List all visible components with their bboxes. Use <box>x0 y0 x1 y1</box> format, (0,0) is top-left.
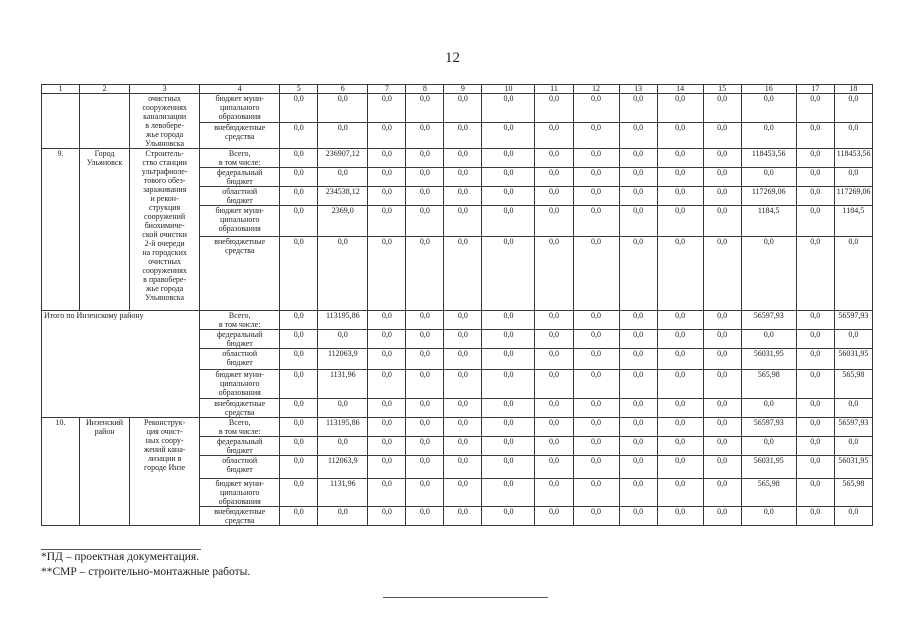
value-cell: 0,0 <box>280 507 318 526</box>
value-cell: 1184,5 <box>834 206 872 237</box>
value-cell: 0,0 <box>368 349 406 370</box>
value-cell: 0,0 <box>280 370 318 399</box>
municipality: Город Ульяновск <box>80 149 130 311</box>
value-cell: 0,0 <box>741 237 796 311</box>
value-cell: 0,0 <box>482 149 535 168</box>
value-cell: 0,0 <box>834 122 872 148</box>
value-cell: 0,0 <box>657 94 703 123</box>
value-cell: 0,0 <box>280 399 318 418</box>
value-cell: 0,0 <box>368 418 406 437</box>
value-cell: 0,0 <box>573 206 619 237</box>
value-cell: 0,0 <box>573 94 619 123</box>
value-cell: 0,0 <box>482 122 535 148</box>
value-cell: 0,0 <box>703 479 741 507</box>
value-cell: 0,0 <box>619 479 657 507</box>
value-cell: 0,0 <box>657 399 703 418</box>
value-cell: 0,0 <box>368 507 406 526</box>
value-cell: 0,0 <box>406 418 444 437</box>
table-row <box>42 311 873 330</box>
funding-source: бюджет муни- ципального образования <box>200 206 280 237</box>
value-cell: 0,0 <box>406 507 444 526</box>
value-cell: 0,0 <box>406 122 444 148</box>
value-cell: 0,0 <box>535 507 573 526</box>
value-cell: 0,0 <box>573 330 619 349</box>
value-cell: 0,0 <box>444 149 482 168</box>
value-cell: 0,0 <box>796 456 834 479</box>
value-cell: 0,0 <box>619 418 657 437</box>
value-cell: 0,0 <box>741 507 796 526</box>
value-cell: 0,0 <box>657 168 703 187</box>
value-cell: 0,0 <box>619 237 657 311</box>
table-row <box>42 418 873 437</box>
value-cell: 0,0 <box>482 399 535 418</box>
value-cell: 0,0 <box>573 437 619 456</box>
value-cell: 0,0 <box>741 437 796 456</box>
value-cell: 0,0 <box>657 349 703 370</box>
value-cell: 0,0 <box>657 370 703 399</box>
value-cell: 0,0 <box>406 237 444 311</box>
value-cell: 0,0 <box>280 237 318 311</box>
header-cell: 6 <box>318 85 368 94</box>
value-cell: 0,0 <box>573 479 619 507</box>
value-cell: 0,0 <box>280 349 318 370</box>
footnotes <box>41 550 250 580</box>
value-cell: 0,0 <box>444 330 482 349</box>
value-cell: 0,0 <box>444 370 482 399</box>
value-cell: 0,0 <box>796 206 834 237</box>
value-cell: 0,0 <box>444 237 482 311</box>
value-cell: 0,0 <box>741 94 796 123</box>
header-cell: 15 <box>703 85 741 94</box>
value-cell: 0,0 <box>280 168 318 187</box>
value-cell: 0,0 <box>573 349 619 370</box>
value-cell: 0,0 <box>796 418 834 437</box>
value-cell: 565,98 <box>741 479 796 507</box>
value-cell: 0,0 <box>368 206 406 237</box>
value-cell: 0,0 <box>703 330 741 349</box>
header-cell: 1 <box>42 85 80 94</box>
funding-source: областной бюджет <box>200 349 280 370</box>
value-cell: 0,0 <box>444 349 482 370</box>
header-cell: 5 <box>280 85 318 94</box>
value-cell: 0,0 <box>482 206 535 237</box>
value-cell: 0,0 <box>796 370 834 399</box>
value-cell: 2369,0 <box>318 206 368 237</box>
value-cell: 0,0 <box>482 370 535 399</box>
funding-source: областной бюджет <box>200 456 280 479</box>
value-cell: 1131,96 <box>318 479 368 507</box>
value-cell: 0,0 <box>703 122 741 148</box>
value-cell: 0,0 <box>444 122 482 148</box>
value-cell: 0,0 <box>535 399 573 418</box>
value-cell: 0,0 <box>406 370 444 399</box>
value-cell: 56597,93 <box>834 311 872 330</box>
value-cell: 0,0 <box>280 206 318 237</box>
value-cell: 0,0 <box>482 479 535 507</box>
value-cell: 0,0 <box>657 187 703 206</box>
value-cell: 0,0 <box>834 399 872 418</box>
value-cell: 0,0 <box>535 168 573 187</box>
value-cell: 0,0 <box>834 437 872 456</box>
value-cell: 0,0 <box>796 349 834 370</box>
value-cell: 0,0 <box>573 237 619 311</box>
value-cell: 0,0 <box>796 507 834 526</box>
value-cell: 0,0 <box>406 149 444 168</box>
value-cell: 56597,93 <box>741 418 796 437</box>
value-cell: 0,0 <box>482 187 535 206</box>
value-cell: 0,0 <box>406 399 444 418</box>
project-name: очистных сооружениях канализации в левобере- жье города Ульяновска <box>130 94 200 149</box>
value-cell: 0,0 <box>619 437 657 456</box>
header-cell: 11 <box>535 85 573 94</box>
value-cell: 0,0 <box>796 311 834 330</box>
value-cell: 0,0 <box>368 479 406 507</box>
value-cell: 0,0 <box>318 122 368 148</box>
value-cell: 0,0 <box>703 437 741 456</box>
value-cell: 0,0 <box>535 311 573 330</box>
value-cell: 0,0 <box>619 399 657 418</box>
value-cell: 0,0 <box>619 507 657 526</box>
value-cell: 0,0 <box>318 507 368 526</box>
value-cell: 0,0 <box>318 168 368 187</box>
value-cell: 0,0 <box>535 187 573 206</box>
value-cell: 0,0 <box>280 330 318 349</box>
footnote-smr: **СМР – строительно-монтажные работы. <box>41 566 251 578</box>
value-cell: 0,0 <box>406 168 444 187</box>
header-cell: 3 <box>130 85 200 94</box>
value-cell: 0,0 <box>318 94 368 123</box>
value-cell: 565,98 <box>834 370 872 399</box>
value-cell: 0,0 <box>657 149 703 168</box>
value-cell: 117269,06 <box>741 187 796 206</box>
value-cell: 0,0 <box>741 122 796 148</box>
funding-source: федеральный бюджет <box>200 437 280 456</box>
value-cell: 0,0 <box>703 456 741 479</box>
funding-source: бюджет муни- ципального образования <box>200 370 280 399</box>
value-cell: 0,0 <box>703 94 741 123</box>
value-cell: 0,0 <box>482 418 535 437</box>
value-cell: 113195,86 <box>318 418 368 437</box>
value-cell: 0,0 <box>368 311 406 330</box>
value-cell: 0,0 <box>535 330 573 349</box>
value-cell: 0,0 <box>406 330 444 349</box>
value-cell: 0,0 <box>834 237 872 311</box>
value-cell: 0,0 <box>406 456 444 479</box>
value-cell: 0,0 <box>703 399 741 418</box>
value-cell: 0,0 <box>444 479 482 507</box>
value-cell: 0,0 <box>573 311 619 330</box>
value-cell: 0,0 <box>482 94 535 123</box>
budget-table <box>41 84 873 526</box>
value-cell: 0,0 <box>573 507 619 526</box>
header-cell: 9 <box>444 85 482 94</box>
value-cell: 0,0 <box>703 187 741 206</box>
value-cell: 0,0 <box>657 311 703 330</box>
value-cell: 0,0 <box>482 237 535 311</box>
value-cell: 0,0 <box>619 94 657 123</box>
value-cell: 0,0 <box>535 237 573 311</box>
header-cell: 2 <box>80 85 130 94</box>
value-cell: 0,0 <box>318 437 368 456</box>
value-cell: 0,0 <box>796 330 834 349</box>
value-cell: 118453,56 <box>741 149 796 168</box>
value-cell: 0,0 <box>444 399 482 418</box>
header-cell: 16 <box>741 85 796 94</box>
project-name: Реконструк- ция очист- ных соору- жений кана- лизации в городе Инзе <box>130 418 200 526</box>
value-cell: 112063,9 <box>318 456 368 479</box>
value-cell: 0,0 <box>619 330 657 349</box>
value-cell: 0,0 <box>368 94 406 123</box>
value-cell: 0,0 <box>406 311 444 330</box>
funding-source: бюджет муни- ципального образования <box>200 479 280 507</box>
value-cell: 0,0 <box>280 437 318 456</box>
municipality <box>80 94 130 149</box>
value-cell: 0,0 <box>619 149 657 168</box>
value-cell: 0,0 <box>406 94 444 123</box>
value-cell: 0,0 <box>703 507 741 526</box>
header-cell: 13 <box>619 85 657 94</box>
header-cell: 8 <box>406 85 444 94</box>
value-cell: 0,0 <box>444 206 482 237</box>
bottom-separator <box>383 597 548 598</box>
value-cell: 0,0 <box>280 94 318 123</box>
value-cell: 118453,56 <box>834 149 872 168</box>
value-cell: 56031,95 <box>741 349 796 370</box>
value-cell: 0,0 <box>619 370 657 399</box>
value-cell: 0,0 <box>741 168 796 187</box>
value-cell: 0,0 <box>657 330 703 349</box>
value-cell: 0,0 <box>834 94 872 123</box>
funding-source: внебюджетные средства <box>200 507 280 526</box>
value-cell: 0,0 <box>368 456 406 479</box>
value-cell: 0,0 <box>796 399 834 418</box>
value-cell: 0,0 <box>657 437 703 456</box>
value-cell: 0,0 <box>535 149 573 168</box>
value-cell: 0,0 <box>535 122 573 148</box>
value-cell: 0,0 <box>535 370 573 399</box>
value-cell: 0,0 <box>834 330 872 349</box>
header-cell: 14 <box>657 85 703 94</box>
value-cell: 0,0 <box>703 206 741 237</box>
value-cell: 0,0 <box>406 206 444 237</box>
funding-source: Всего, в том числе: <box>200 311 280 330</box>
value-cell: 56031,95 <box>741 456 796 479</box>
value-cell: 0,0 <box>280 122 318 148</box>
value-cell: 0,0 <box>573 168 619 187</box>
value-cell: 0,0 <box>280 456 318 479</box>
value-cell: 0,0 <box>573 418 619 437</box>
value-cell: 0,0 <box>657 456 703 479</box>
value-cell: 0,0 <box>280 311 318 330</box>
municipality: Инзенский район <box>80 418 130 526</box>
value-cell: 0,0 <box>368 149 406 168</box>
value-cell: 56597,93 <box>834 418 872 437</box>
value-cell: 0,0 <box>482 349 535 370</box>
value-cell: 0,0 <box>368 399 406 418</box>
value-cell: 0,0 <box>796 94 834 123</box>
project-name: Строитель- ство станции ультрафиолe- тового обез- зараживания и рекон- струкция сооружений биохимиче- ской очистки 2-й очереди на городских очистных сооружениях в правобере- жье города Ульяновска <box>130 149 200 311</box>
value-cell: 0,0 <box>619 311 657 330</box>
value-cell: 0,0 <box>535 456 573 479</box>
value-cell: 0,0 <box>444 456 482 479</box>
value-cell: 0,0 <box>280 479 318 507</box>
value-cell: 0,0 <box>573 456 619 479</box>
value-cell: 0,0 <box>535 479 573 507</box>
value-cell: 0,0 <box>657 122 703 148</box>
value-cell: 0,0 <box>703 168 741 187</box>
header-cell: 17 <box>796 85 834 94</box>
header-cell: 10 <box>482 85 535 94</box>
value-cell: 0,0 <box>796 237 834 311</box>
value-cell: 0,0 <box>535 349 573 370</box>
value-cell: 0,0 <box>482 507 535 526</box>
value-cell: 112063,9 <box>318 349 368 370</box>
value-cell: 0,0 <box>703 237 741 311</box>
value-cell: 0,0 <box>619 168 657 187</box>
value-cell: 0,0 <box>482 168 535 187</box>
value-cell: 0,0 <box>368 168 406 187</box>
value-cell: 236907,12 <box>318 149 368 168</box>
value-cell: 56597,93 <box>741 311 796 330</box>
value-cell: 0,0 <box>280 149 318 168</box>
value-cell: 0,0 <box>796 122 834 148</box>
value-cell: 0,0 <box>406 437 444 456</box>
value-cell: 0,0 <box>444 311 482 330</box>
value-cell: 0,0 <box>406 187 444 206</box>
value-cell: 0,0 <box>368 370 406 399</box>
funding-source: Всего, в том числе: <box>200 418 280 437</box>
value-cell: 0,0 <box>482 437 535 456</box>
value-cell: 0,0 <box>703 349 741 370</box>
value-cell: 0,0 <box>444 507 482 526</box>
header-row <box>42 85 873 94</box>
value-cell: 0,0 <box>741 399 796 418</box>
value-cell: 0,0 <box>318 399 368 418</box>
value-cell: 0,0 <box>796 168 834 187</box>
funding-source: областной бюджет <box>200 187 280 206</box>
value-cell: 0,0 <box>535 437 573 456</box>
value-cell: 0,0 <box>703 311 741 330</box>
value-cell: 0,0 <box>796 437 834 456</box>
funding-source: федеральный бюджет <box>200 168 280 187</box>
funding-source: внебюджетные средства <box>200 237 280 311</box>
value-cell: 0,0 <box>482 330 535 349</box>
value-cell: 0,0 <box>318 237 368 311</box>
value-cell: 234538,12 <box>318 187 368 206</box>
page-number: 12 <box>445 50 460 66</box>
value-cell: 0,0 <box>444 94 482 123</box>
value-cell: 0,0 <box>619 187 657 206</box>
header-cell: 7 <box>368 85 406 94</box>
value-cell: 0,0 <box>834 168 872 187</box>
funding-source: федеральный бюджет <box>200 330 280 349</box>
value-cell: 0,0 <box>444 437 482 456</box>
value-cell: 0,0 <box>573 370 619 399</box>
funding-source: внебюджетные средства <box>200 399 280 418</box>
value-cell: 0,0 <box>406 479 444 507</box>
value-cell: 0,0 <box>657 418 703 437</box>
row-number: 9. <box>42 149 80 311</box>
table-row <box>42 149 873 168</box>
row-number: 10. <box>42 418 80 526</box>
value-cell: 0,0 <box>741 330 796 349</box>
value-cell: 565,98 <box>741 370 796 399</box>
value-cell: 113195,86 <box>318 311 368 330</box>
value-cell: 0,0 <box>573 149 619 168</box>
value-cell: 0,0 <box>573 399 619 418</box>
value-cell: 0,0 <box>482 311 535 330</box>
funding-source: внебюджетные средства <box>200 122 280 148</box>
funding-source: бюджет муни- ципального образования <box>200 94 280 123</box>
value-cell: 1184,5 <box>741 206 796 237</box>
value-cell: 0,0 <box>657 479 703 507</box>
value-cell: 0,0 <box>796 149 834 168</box>
header-cell: 12 <box>573 85 619 94</box>
value-cell: 56031,95 <box>834 456 872 479</box>
value-cell: 0,0 <box>619 122 657 148</box>
value-cell: 0,0 <box>657 206 703 237</box>
value-cell: 0,0 <box>619 349 657 370</box>
value-cell: 0,0 <box>368 437 406 456</box>
funding-source: Всего, в том числе: <box>200 149 280 168</box>
value-cell: 0,0 <box>796 479 834 507</box>
value-cell: 0,0 <box>619 206 657 237</box>
value-cell: 0,0 <box>796 187 834 206</box>
value-cell: 0,0 <box>703 149 741 168</box>
value-cell: 0,0 <box>619 456 657 479</box>
value-cell: 0,0 <box>406 349 444 370</box>
value-cell: 0,0 <box>444 187 482 206</box>
value-cell: 0,0 <box>280 418 318 437</box>
value-cell: 0,0 <box>482 456 535 479</box>
value-cell: 565,98 <box>834 479 872 507</box>
value-cell: 0,0 <box>318 330 368 349</box>
header-cell: 4 <box>200 85 280 94</box>
table-row <box>42 94 873 123</box>
value-cell: 0,0 <box>280 187 318 206</box>
header-cell: 18 <box>834 85 872 94</box>
value-cell: 117269,06 <box>834 187 872 206</box>
value-cell: 0,0 <box>834 507 872 526</box>
row-number <box>42 94 80 149</box>
value-cell: 0,0 <box>444 418 482 437</box>
value-cell: 0,0 <box>368 237 406 311</box>
value-cell: 0,0 <box>703 418 741 437</box>
value-cell: 0,0 <box>535 418 573 437</box>
value-cell: 0,0 <box>573 187 619 206</box>
value-cell: 0,0 <box>368 187 406 206</box>
value-cell: 0,0 <box>573 122 619 148</box>
value-cell: 0,0 <box>657 237 703 311</box>
value-cell: 0,0 <box>368 122 406 148</box>
footnote-pd: *ПД – проектная документация. <box>41 551 200 563</box>
value-cell: 0,0 <box>535 94 573 123</box>
value-cell: 0,0 <box>703 370 741 399</box>
value-cell: 0,0 <box>444 168 482 187</box>
value-cell: 0,0 <box>535 206 573 237</box>
value-cell: 0,0 <box>368 330 406 349</box>
value-cell: 1131,96 <box>318 370 368 399</box>
value-cell: 56031,95 <box>834 349 872 370</box>
total-label: Итого по Инзенскому району <box>42 311 200 418</box>
value-cell: 0,0 <box>657 507 703 526</box>
